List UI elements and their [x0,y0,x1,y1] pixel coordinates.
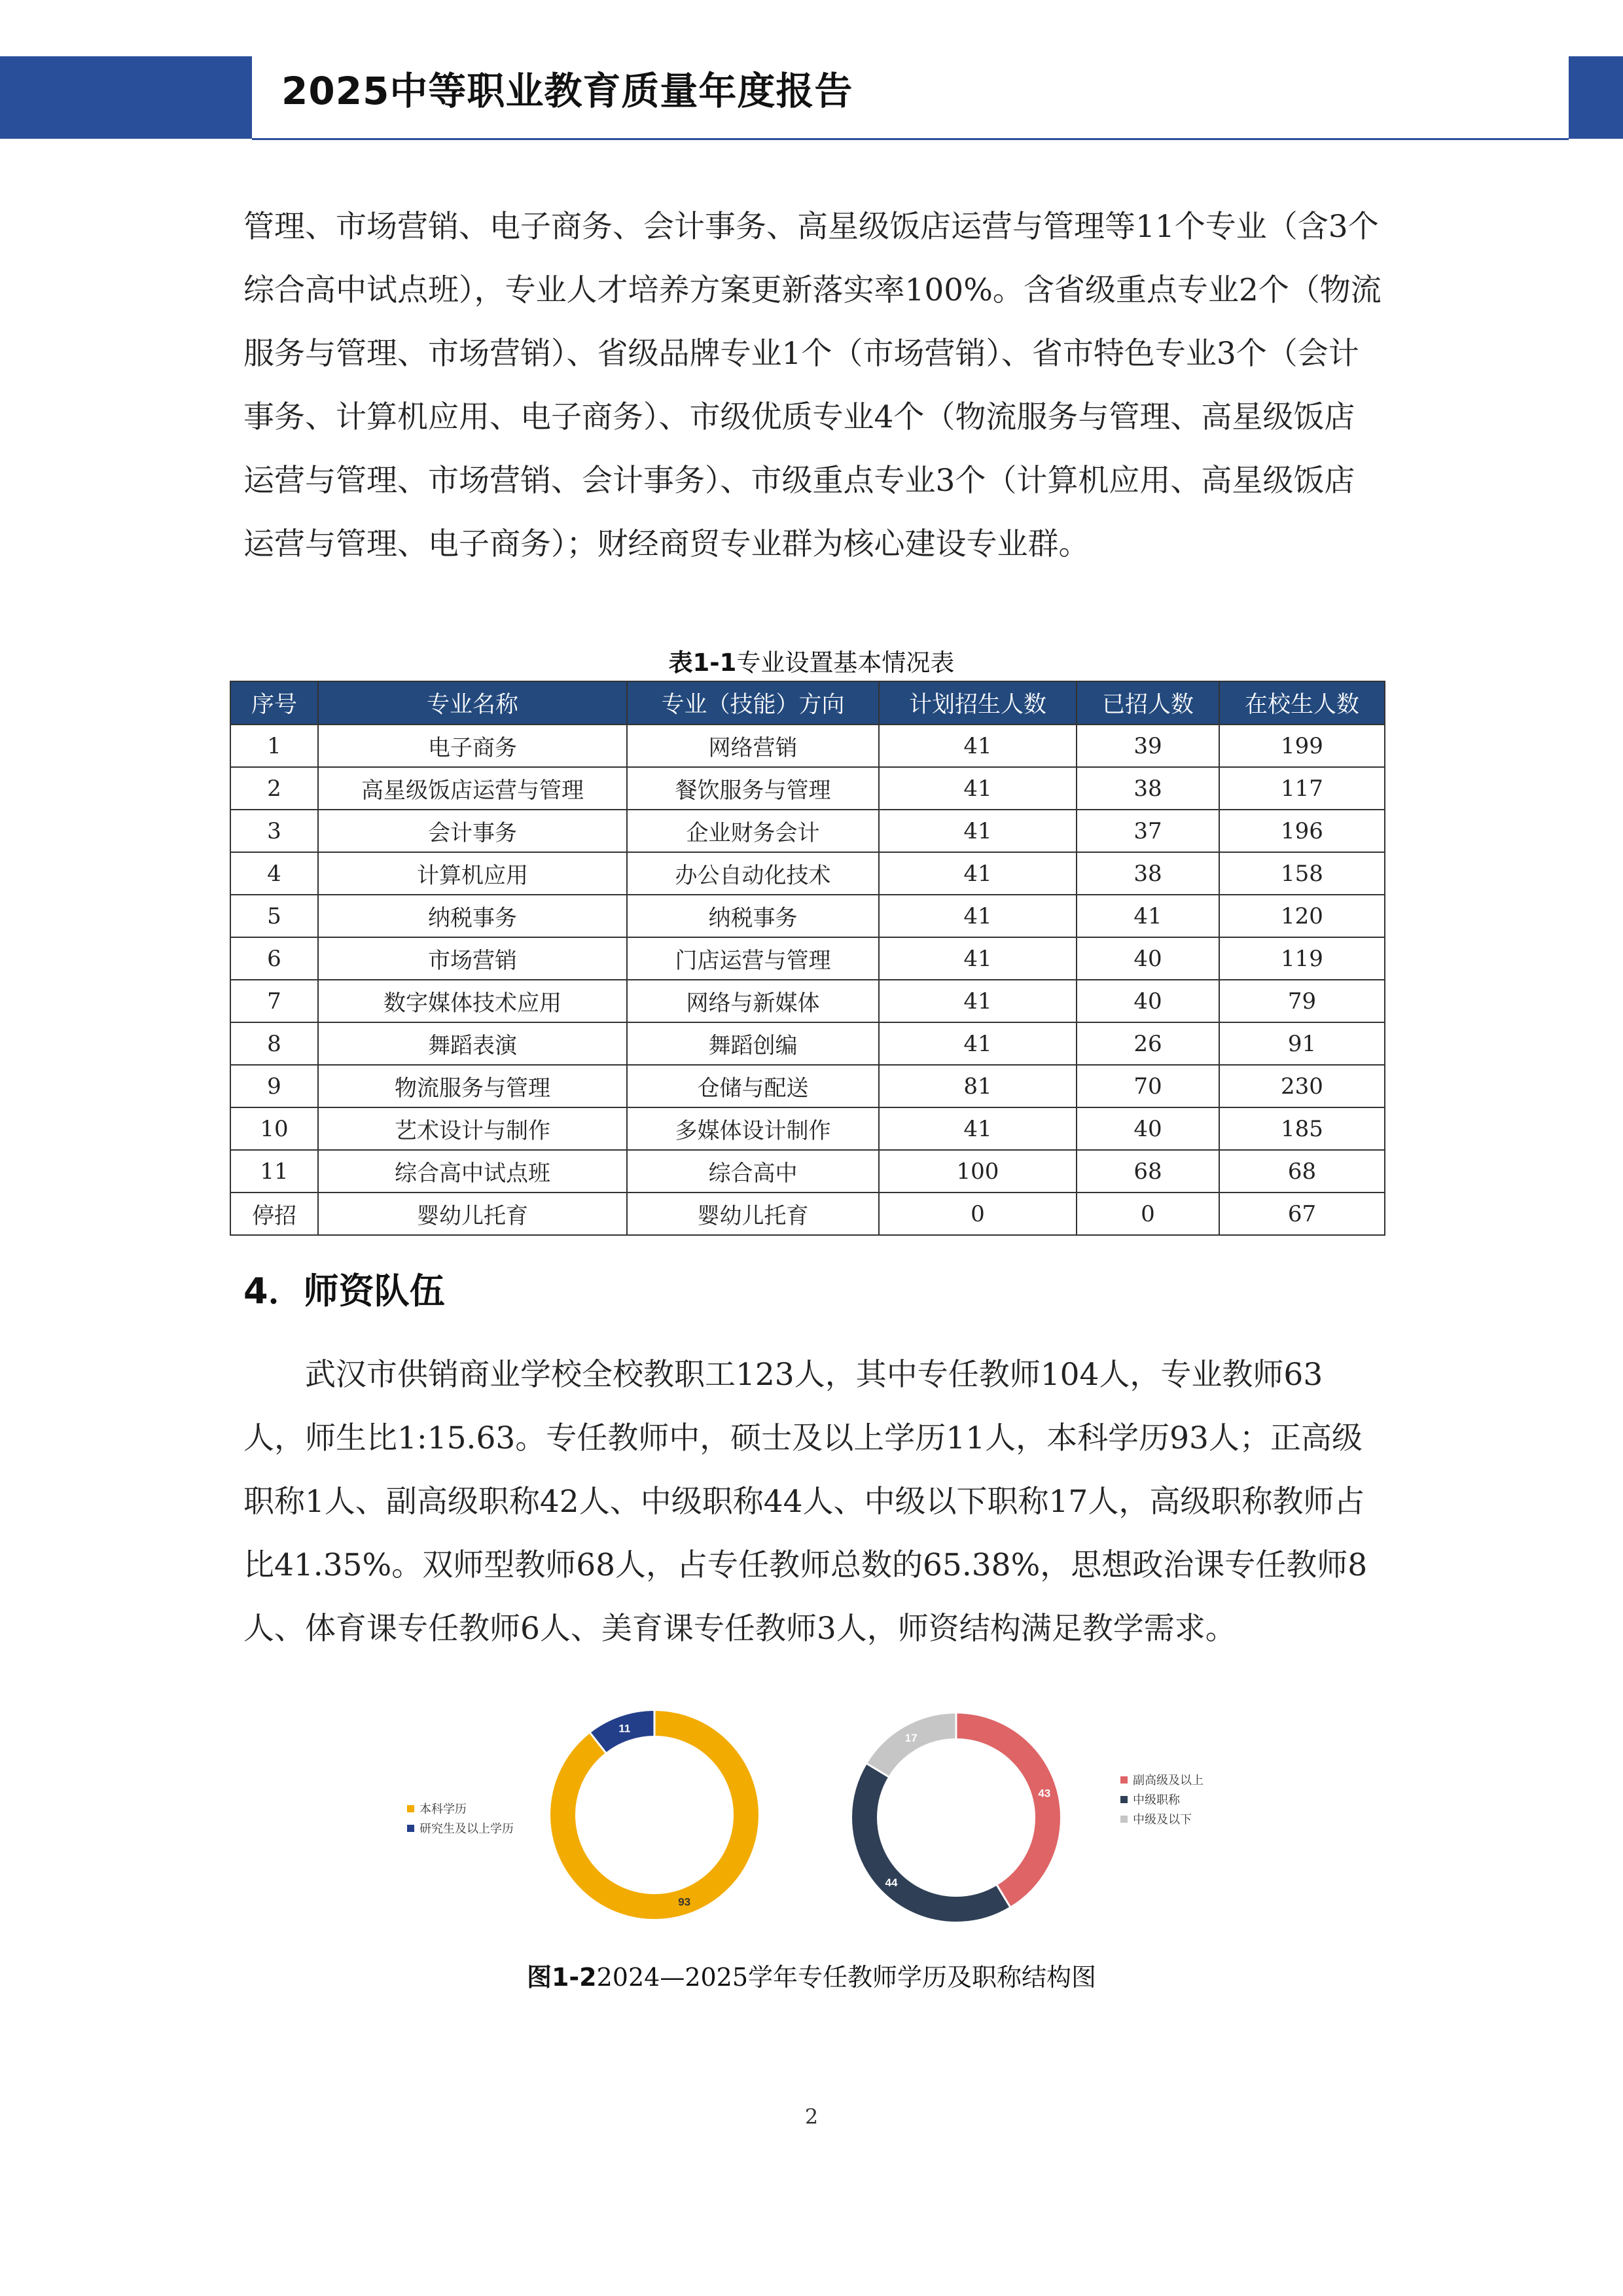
cell-index: 3 [230,810,318,852]
legend-swatch [407,1805,414,1812]
title-donut-chart [848,1710,1064,1926]
cell-enrolled: 68 [1077,1150,1219,1193]
cell-index: 1 [230,725,318,767]
cell-students: 91 [1219,1022,1385,1065]
donut-value-label: 93 [678,1895,691,1909]
cell-direction: 门店运营与管理 [627,937,879,980]
col-header-planned: 计划招生人数 [879,681,1077,725]
legend-label: 副高级及以上 [1133,1774,1204,1787]
cell-major: 艺术设计与制作 [318,1107,627,1150]
cell-major: 电子商务 [318,725,627,767]
cell-index: 6 [230,937,318,980]
cell-students: 199 [1219,725,1385,767]
header-accent-bar-right [1569,56,1623,139]
col-header-direction: 专业（技能）方向 [627,681,879,725]
cell-direction: 餐饮服务与管理 [627,767,879,810]
legend-label: 中级职称 [1133,1793,1180,1806]
cell-index: 2 [230,767,318,810]
report-title: 2025中等职业教育质量年度报告 [281,69,853,113]
cell-index: 4 [230,852,318,895]
table-row [230,937,1385,980]
cell-planned: 41 [879,852,1077,895]
cell-index: 10 [230,1107,318,1150]
table-row [230,1065,1385,1107]
table-caption [0,643,1623,678]
legend-item [1120,1770,1204,1789]
cell-planned: 41 [879,980,1077,1022]
cell-index: 5 [230,895,318,937]
cell-index: 11 [230,1150,318,1193]
cell-students: 67 [1219,1193,1385,1235]
legend-item [407,1799,514,1818]
figure-caption [0,1957,1623,1993]
cell-index: 7 [230,980,318,1022]
cell-planned: 41 [879,1107,1077,1150]
table-row [230,767,1385,810]
title-chart-legend [1120,1770,1204,1829]
major-setup-table [230,681,1385,1236]
donut-value-label: 44 [885,1876,898,1889]
cell-planned: 81 [879,1065,1077,1107]
cell-major: 物流服务与管理 [318,1065,627,1107]
cell-planned: 41 [879,895,1077,937]
donut-value-label: 17 [904,1732,918,1745]
cell-major: 高星级饭店运营与管理 [318,767,627,810]
table-caption-text: 专业设置基本情况表 [736,649,955,677]
table-row [230,1107,1385,1150]
table-row [230,1193,1385,1235]
cell-direction: 办公自动化技术 [627,852,879,895]
legend-swatch [1120,1776,1128,1784]
cell-index: 9 [230,1065,318,1107]
legend-item [1120,1789,1204,1809]
cell-enrolled: 0 [1077,1193,1219,1235]
cell-major: 综合高中试点班 [318,1150,627,1193]
cell-students: 120 [1219,895,1385,937]
donut-slice [563,1723,746,1907]
cell-students: 158 [1219,852,1385,895]
education-donut-chart [546,1707,762,1923]
table-row [230,852,1385,895]
cell-planned: 41 [879,767,1077,810]
cell-major: 舞蹈表演 [318,1022,627,1065]
page-number: 2 [804,2104,819,2129]
table-row [230,1150,1385,1193]
table-caption-label: 表1-1 [668,649,737,677]
intro-paragraph: 管理、市场营销、电子商务、会计事务、高星级饭店运营与管理等11个专业（含3个综合高中试点班），专业人才培养方案更新落实率100%。含省级重点专业2个（物流服务与管理、市场营销）、省级品牌专业1个（市场营销）、省市特色专业3个（会计事务、计算机应用、电子商务）、市级优质专业4个（物流服务与管理、高星级饭店运营与管理、市场营销、会计事务）、市级重点专业3个（计算机应用、高星级饭店运营与管理、电子商务）；财经商贸专业群为核心建设专业群。 [243,209,1382,562]
cell-direction: 婴幼儿托育 [627,1193,879,1235]
cell-students: 185 [1219,1107,1385,1150]
table-header-row [230,681,1385,725]
cell-major: 会计事务 [318,810,627,852]
col-header-students: 在校生人数 [1219,681,1385,725]
cell-major: 数字媒体技术应用 [318,980,627,1022]
cell-enrolled: 38 [1077,852,1219,895]
legend-swatch [1120,1816,1128,1823]
cell-major: 纳税事务 [318,895,627,937]
cell-enrolled: 70 [1077,1065,1219,1107]
cell-students: 119 [1219,937,1385,980]
cell-enrolled: 26 [1077,1022,1219,1065]
cell-students: 68 [1219,1150,1385,1193]
cell-direction: 多媒体设计制作 [627,1107,879,1150]
cell-students: 196 [1219,810,1385,852]
header-accent-bar-left [0,56,252,139]
cell-planned: 41 [879,1022,1077,1065]
legend-swatch [1120,1796,1128,1803]
cell-major: 婴幼儿托育 [318,1193,627,1235]
cell-index: 停招 [230,1193,318,1235]
table-row [230,895,1385,937]
table-row [230,980,1385,1022]
cell-direction: 仓储与配送 [627,1065,879,1107]
donut-value-label: 43 [1038,1787,1051,1800]
cell-enrolled: 37 [1077,810,1219,852]
cell-enrolled: 40 [1077,980,1219,1022]
cell-planned: 41 [879,937,1077,980]
cell-planned: 41 [879,725,1077,767]
cell-students: 79 [1219,980,1385,1022]
table-row [230,1022,1385,1065]
cell-students: 117 [1219,767,1385,810]
col-header-index: 序号 [230,681,318,725]
cell-direction: 舞蹈创编 [627,1022,879,1065]
cell-direction: 企业财务会计 [627,810,879,852]
cell-direction: 网络营销 [627,725,879,767]
cell-enrolled: 41 [1077,895,1219,937]
legend-item [407,1818,514,1838]
cell-major: 计算机应用 [318,852,627,895]
legend-item [1120,1809,1204,1829]
table-row [230,725,1385,767]
cell-direction: 网络与新媒体 [627,980,879,1022]
cell-planned: 41 [879,810,1077,852]
donut-value-label: 11 [618,1722,631,1735]
legend-label: 研究生及以上学历 [419,1822,514,1835]
cell-enrolled: 40 [1077,937,1219,980]
cell-major: 市场营销 [318,937,627,980]
education-chart-legend [407,1799,514,1838]
figure-caption-label: 图1-2 [526,1963,597,1992]
cell-direction: 综合高中 [627,1150,879,1193]
cell-planned: 0 [879,1193,1077,1235]
cell-enrolled: 38 [1077,767,1219,810]
section-title: 4．师资队伍 [243,1270,445,1312]
legend-label: 中级及以下 [1133,1813,1192,1826]
cell-enrolled: 40 [1077,1107,1219,1150]
faculty-paragraph: 武汉市供销商业学校全校教职工123人，其中专任教师104人，专业教师63人，师生比1:15.63。专任教师中，硕士及以上学历11人，本科学历93人；正高级职称1人、副高级职称42人、中级职称44人、中级以下职称17人，高级职称教师占比41.35%。双师型教师68人，占专任教师总数的65.38%，思想政治课专任教师8人、体育课专任教师6人、美育课专任教师3人，师资结构满足教学需求。 [243,1357,1368,1647]
table-row [230,810,1385,852]
col-header-enrolled: 已招人数 [1077,681,1219,725]
cell-enrolled: 39 [1077,725,1219,767]
legend-label: 本科学历 [419,1803,467,1816]
cell-direction: 纳税事务 [627,895,879,937]
cell-planned: 100 [879,1150,1077,1193]
header-rule [252,138,1569,140]
figure-caption-text: 2024—2025学年专任教师学历及职称结构图 [596,1963,1097,1992]
cell-students: 230 [1219,1065,1385,1107]
col-header-major: 专业名称 [318,681,627,725]
cell-index: 8 [230,1022,318,1065]
legend-swatch [407,1825,414,1832]
